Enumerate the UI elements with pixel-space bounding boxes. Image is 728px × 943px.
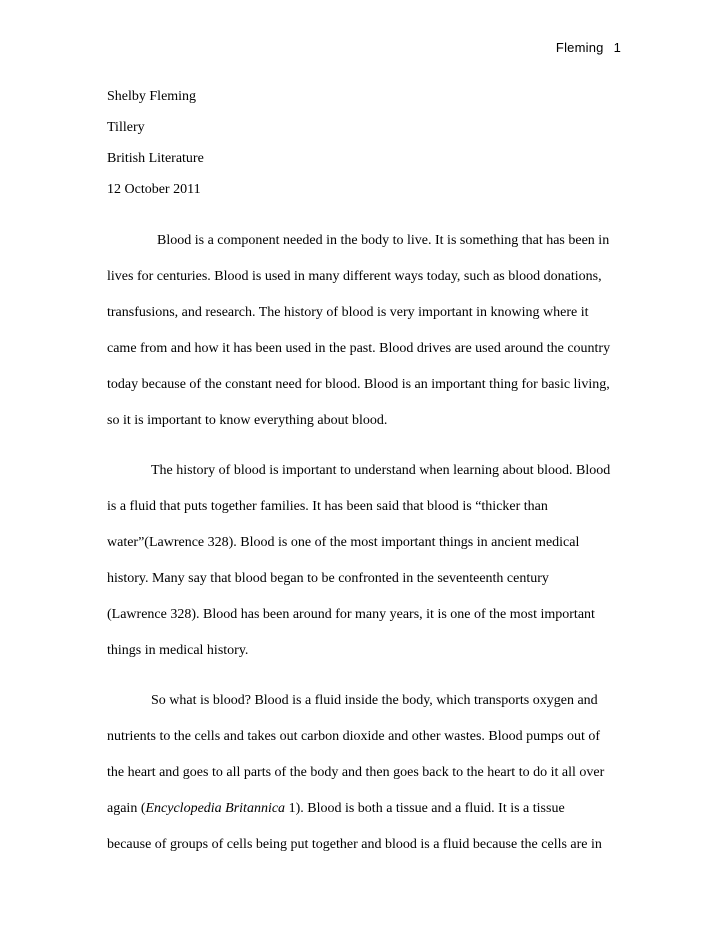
paragraph-line: Blood is a component needed in the body to live. It is something that has been in (157, 233, 610, 248)
paragraph-line: history. Many say that blood began to be confronted in the seventeenth century (107, 571, 549, 586)
paragraph-line: things in medical history. (107, 643, 249, 658)
heading-date: 12 October 2011 (107, 182, 201, 197)
running-head (556, 40, 621, 55)
paragraph-line: nutrients to the cells and takes out carbon dioxide and other wastes. Blood pumps out of (107, 729, 601, 744)
paragraph-line: transfusions, and research. The history of blood is very important in knowing where it (107, 305, 589, 320)
citation-page: 1). (285, 801, 308, 816)
paragraph-line: is a fluid that puts together families. It has been said that blood is “thicker than (107, 499, 548, 514)
citation-lead: again ( (107, 801, 146, 816)
paragraph-line: the heart and goes to all parts of the body and then goes back to the heart to do it all over (107, 765, 605, 780)
page-number: 1 (613, 40, 621, 55)
paragraph-line: lives for centuries. Blood is used in many different ways today, such as blood donations, (107, 269, 602, 284)
paragraph-line: because of groups of cells being put together and blood is a fluid because the cells are in (107, 837, 602, 852)
paragraph-line: came from and how it has been used in the past. Blood drives are used around the country (107, 341, 611, 356)
paragraph-line-with-citation (107, 800, 565, 818)
paragraph-line: The history of blood is important to understand when learning about blood. Blood (151, 463, 611, 478)
paragraph-line: so it is important to know everything about blood. (107, 413, 388, 428)
heading-student: Shelby Fleming (107, 89, 197, 104)
citation-trailing-text: Blood is both a tissue and a fluid. It is a tissue (307, 801, 565, 816)
paragraph-line: today because of the constant need for blood. Blood is an important thing for basic living, (107, 377, 610, 392)
paragraph-line: So what is blood? Blood is a fluid inside the body, which transports oxygen and (151, 693, 598, 708)
paragraph-line: water”(Lawrence 328). Blood is one of the most important things in ancient medical (107, 535, 580, 550)
running-head-name: Fleming (555, 40, 604, 55)
paragraph-line: (Lawrence 328). Blood has been around for many years, it is one of the most important (107, 607, 595, 622)
heading-course: British Literature (107, 151, 204, 166)
citation-title: Encyclopedia Britannica (145, 801, 286, 816)
heading-instructor: Tillery (107, 120, 145, 135)
